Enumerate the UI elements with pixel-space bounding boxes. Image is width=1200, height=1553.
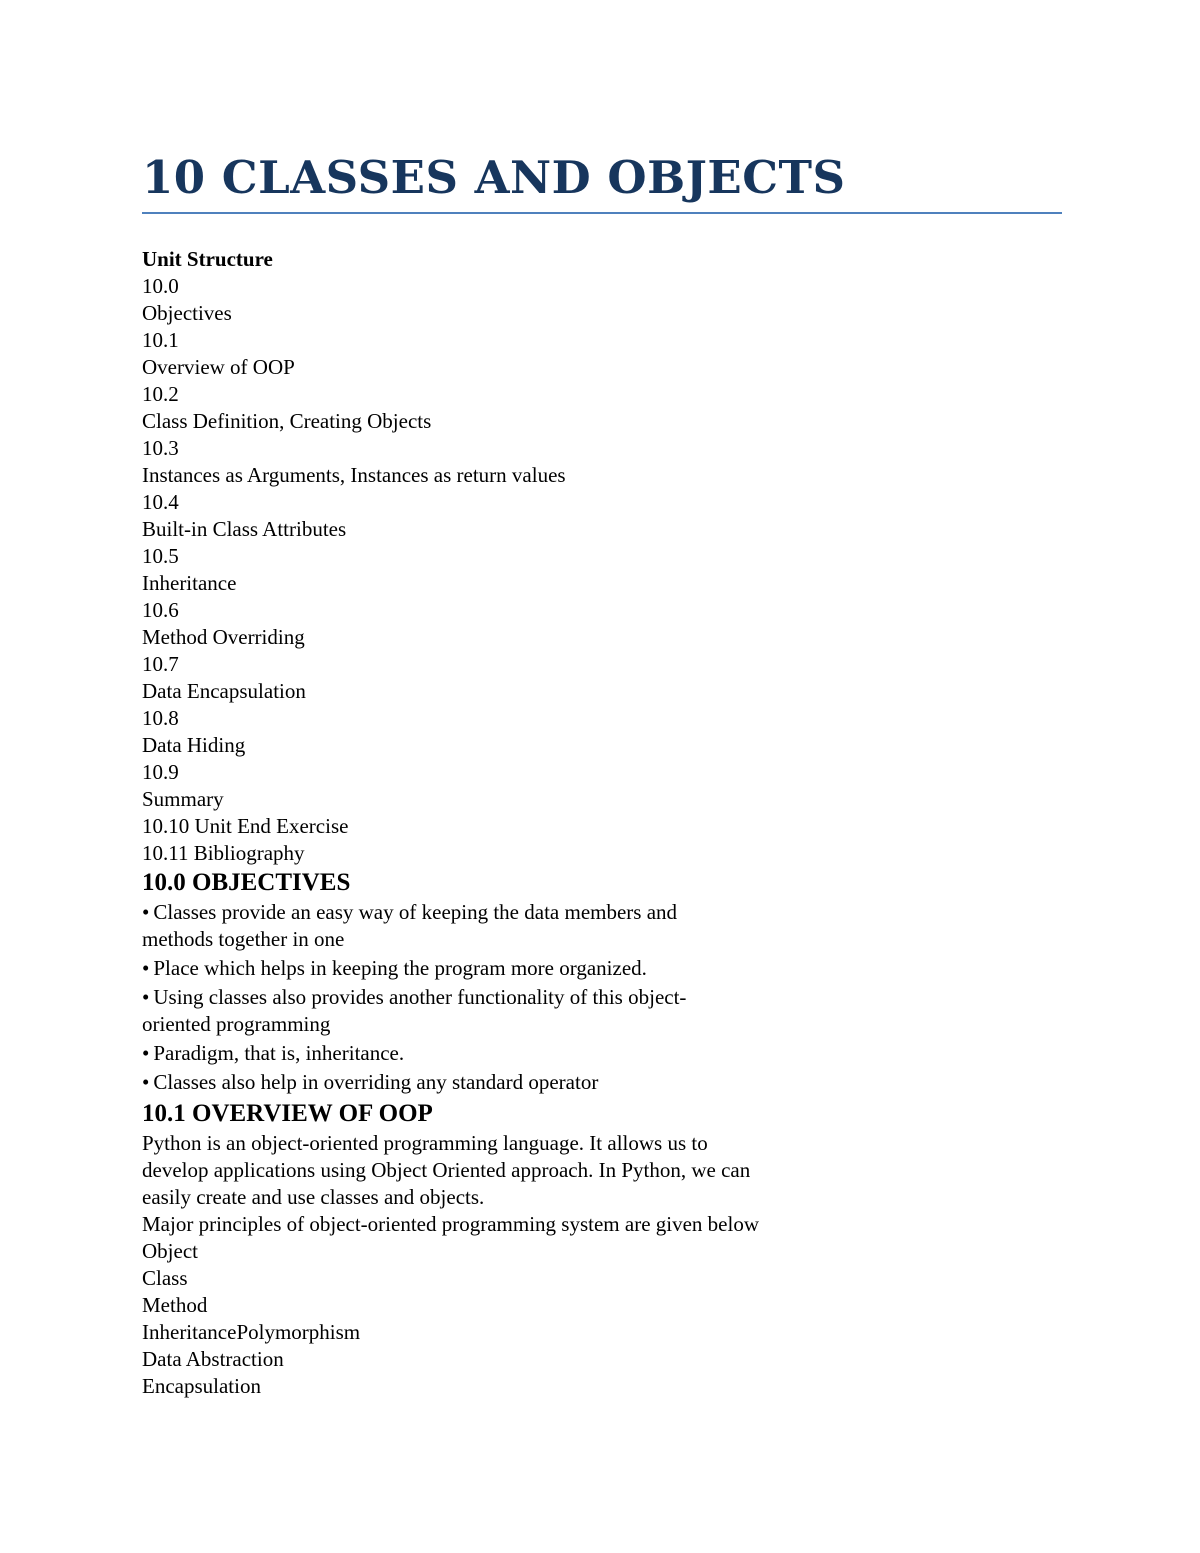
principle-item: Encapsulation (142, 1374, 261, 1398)
bullet-icon: • (142, 1041, 150, 1065)
unit-structure-item: 10.3 (142, 436, 179, 460)
unit-structure-item: Class Definition, Creating Objects (142, 409, 432, 433)
unit-structure-item: 10.9 (142, 760, 179, 784)
unit-structure-item: 10.10 Unit End Exercise (142, 814, 349, 838)
unit-structure-item: 10.0 (142, 274, 179, 298)
overview-heading: 10.1 OVERVIEW OF OOP (142, 1100, 433, 1127)
unit-structure-label: Unit Structure (142, 247, 273, 271)
objectives-list (142, 899, 1062, 1096)
objective-bullet (142, 955, 1062, 982)
objective-bullet (142, 984, 1062, 1038)
unit-structure-item: Data Hiding (142, 733, 246, 757)
principles-intro: Major principles of object-oriented programming system are given below (142, 1212, 759, 1236)
overview-paragraph-line: easily create and use classes and objects. (142, 1185, 485, 1209)
objective-bullet (142, 1069, 1062, 1096)
bullet-icon: • (142, 900, 150, 924)
objective-bullet (142, 1040, 1062, 1067)
bullet-icon: • (142, 956, 150, 980)
principle-item: Object (142, 1239, 198, 1263)
page-title: 10 CLASSES AND OBJECTS (142, 150, 1062, 214)
principle-item: Class (142, 1266, 188, 1290)
unit-structure-item: 10.11 Bibliography (142, 841, 305, 865)
unit-structure-item: 10.7 (142, 652, 179, 676)
unit-structure-item: Inheritance (142, 571, 237, 595)
overview-paragraph-line: Python is an object-oriented programming language. It allows us to (142, 1131, 708, 1155)
overview-body (142, 1130, 1062, 1400)
objectives-heading: 10.0 OBJECTIVES (142, 869, 351, 896)
objective-bullet (142, 899, 1062, 953)
bullet-icon: • (142, 1070, 150, 1094)
unit-structure-item: 10.8 (142, 706, 179, 730)
principle-item: Data Abstraction (142, 1347, 284, 1371)
objective-text: methods together in one (142, 927, 345, 951)
unit-structure-item: Built-in Class Attributes (142, 517, 347, 541)
unit-structure-item: Data Encapsulation (142, 679, 306, 703)
unit-structure-item: Instances as Arguments, Instances as return values (142, 463, 566, 487)
unit-structure-item: Summary (142, 787, 224, 811)
objective-text: Place which helps in keeping the program more organized. (153, 956, 647, 980)
principle-item: Method (142, 1293, 208, 1317)
objective-text: Classes also help in overriding any standard operator (153, 1070, 599, 1094)
overview-paragraph-line: develop applications using Object Oriented approach. In Python, we can (142, 1158, 751, 1182)
document-page (142, 150, 1062, 1400)
unit-structure-item: 10.5 (142, 544, 179, 568)
unit-structure-item: 10.6 (142, 598, 179, 622)
objective-text: Classes provide an easy way of keeping the data members and (153, 900, 678, 924)
unit-structure-item: Overview of OOP (142, 355, 295, 379)
bullet-icon: • (142, 985, 150, 1009)
unit-structure (142, 246, 1062, 867)
objective-text: Using classes also provides another functionality of this object- (153, 985, 687, 1009)
unit-structure-item: Method Overriding (142, 625, 305, 649)
principle-item: InheritancePolymorphism (142, 1320, 361, 1344)
unit-structure-item: 10.2 (142, 382, 179, 406)
unit-structure-item: Objectives (142, 301, 232, 325)
unit-structure-item: 10.4 (142, 490, 179, 514)
unit-structure-item: 10.1 (142, 328, 179, 352)
objective-text: oriented programming (142, 1012, 331, 1036)
objective-text: Paradigm, that is, inheritance. (153, 1041, 405, 1065)
